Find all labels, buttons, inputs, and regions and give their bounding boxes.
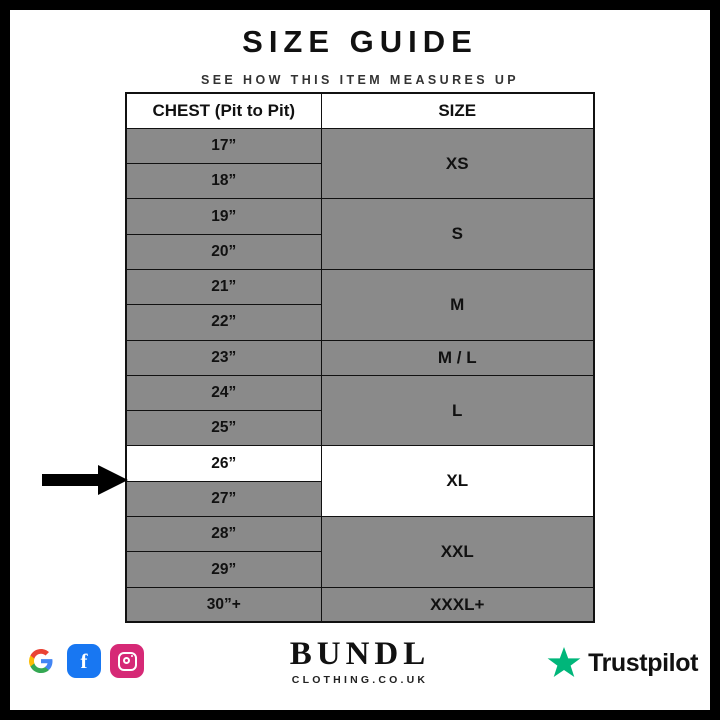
chest-measurement-cell: 30”+: [126, 587, 321, 622]
chest-measurement-cell: 20”: [126, 234, 321, 269]
page-title: SIZE GUIDE: [242, 24, 478, 59]
chest-measurement-cell: 28”: [126, 517, 321, 552]
chest-measurement-cell: 22”: [126, 305, 321, 340]
table-row: [126, 128, 594, 163]
brand-website: CLOTHING.CO.UK: [291, 674, 429, 686]
table-row: [126, 199, 594, 234]
chest-measurement-cell: 26”: [126, 446, 321, 481]
size-label-cell: XXXL+: [321, 587, 594, 622]
size-label-cell: XS: [321, 128, 594, 199]
chest-measurement-cell: 29”: [126, 552, 321, 587]
size-label-cell: XL: [321, 446, 594, 517]
trustpilot-star-icon: [547, 646, 581, 680]
chest-measurement-cell: 25”: [126, 411, 321, 446]
table-row: [126, 517, 594, 552]
table-row: [126, 375, 594, 410]
size-label-cell: S: [321, 199, 594, 270]
table-row: [126, 446, 594, 481]
chest-measurement-cell: 21”: [126, 269, 321, 304]
footer: [10, 632, 710, 702]
header-size: SIZE: [321, 93, 594, 128]
page-subtitle: SEE HOW THIS ITEM MEASURES UP: [200, 73, 520, 87]
size-label-cell: XXL: [321, 517, 594, 588]
trustpilot-badge[interactable]: [547, 646, 698, 680]
table-header-row: [126, 93, 594, 128]
brand-name: BUNDL: [289, 636, 431, 672]
chest-measurement-cell: 23”: [126, 340, 321, 375]
chest-measurement-cell: 24”: [126, 375, 321, 410]
size-label-cell: M / L: [321, 340, 594, 375]
size-guide-card: [10, 10, 710, 710]
table-row: [126, 269, 594, 304]
facebook-icon[interactable]: f: [67, 644, 101, 678]
right-arrow-icon: [42, 465, 128, 495]
chest-measurement-cell: 19”: [126, 199, 321, 234]
trustpilot-label: Trustpilot: [588, 648, 698, 677]
size-table-wrapper: [125, 92, 595, 623]
header-chest: CHEST (Pit to Pit): [126, 93, 321, 128]
size-label-cell: M: [321, 269, 594, 340]
table-row: [126, 340, 594, 375]
size-table: [125, 92, 595, 623]
chest-measurement-cell: 18”: [126, 164, 321, 199]
chest-measurement-cell: 27”: [126, 481, 321, 516]
table-row: [126, 587, 594, 622]
size-label-cell: L: [321, 375, 594, 446]
chest-measurement-cell: 17”: [126, 128, 321, 163]
